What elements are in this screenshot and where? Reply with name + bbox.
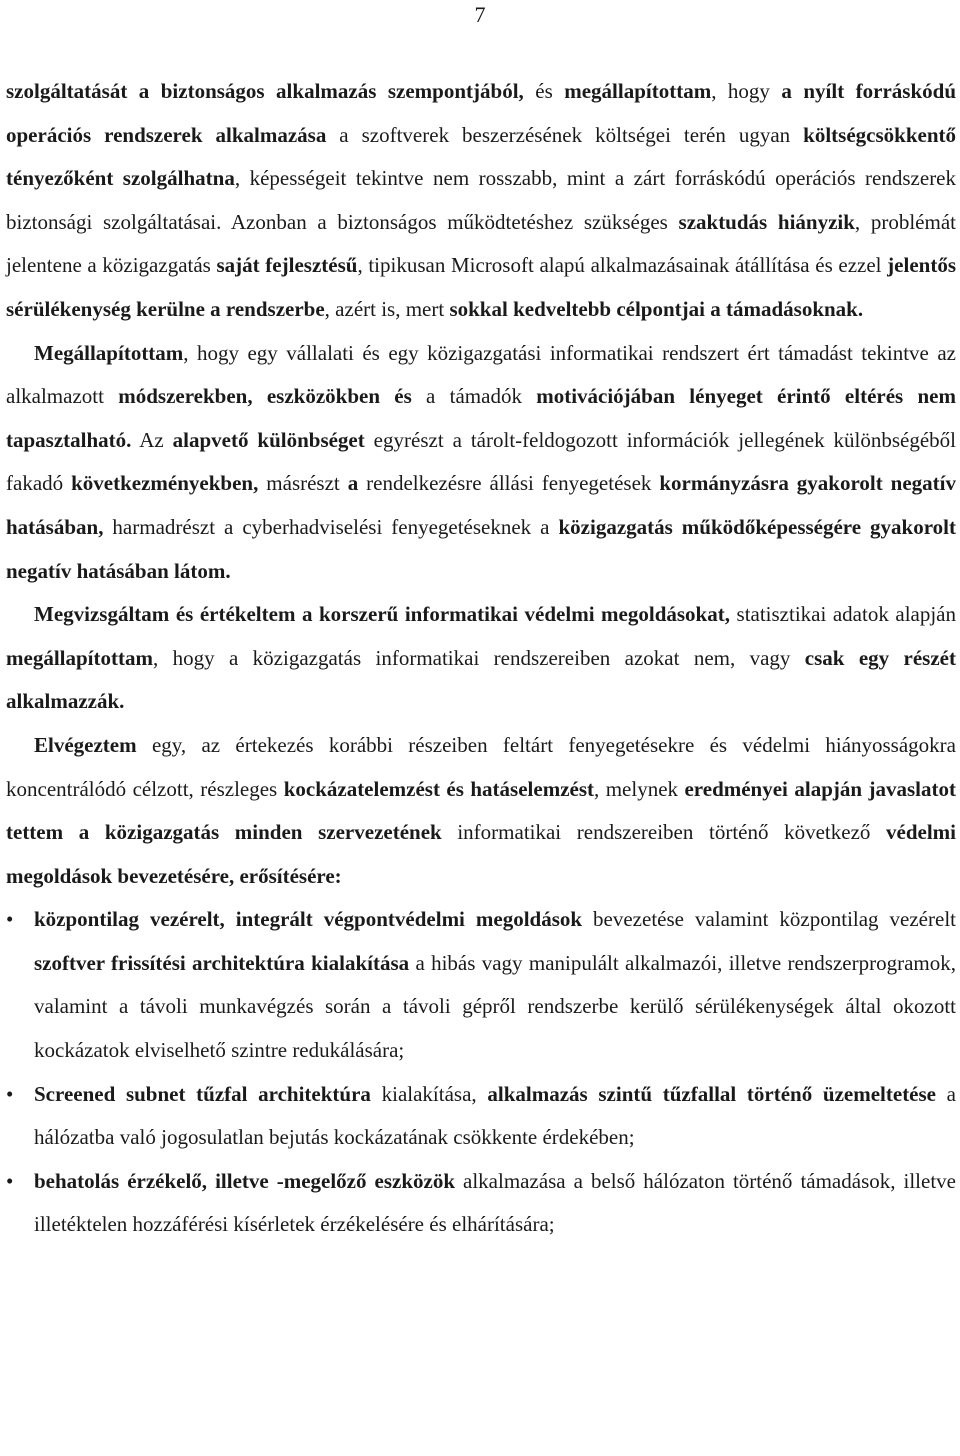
- bold-text-run: Megvizsgáltam és értékeltem a korszerű informatikai védelmi megoldásokat,: [34, 602, 730, 627]
- bold-text-run: központilag vezérelt, integrált végpontvédelmi megoldások: [34, 907, 583, 932]
- text-run: , hogy egy vállalati és egy közigazgatási informatikai rendszert ért támadást tekintve az alkalmazott: [6, 340, 956, 409]
- bold-text-run: Megállapítottam: [34, 340, 184, 365]
- bold-text-run: Elvégeztem: [34, 732, 137, 757]
- text-run: egy, az értekezés korábbi részeiben feltárt fenyegetésekre és védelmi hiányosságokra koncentrálódó célzott, részleges: [6, 732, 956, 801]
- bullet-list: [6, 898, 956, 1247]
- bullet-icon: •: [6, 1168, 14, 1193]
- bold-text-run: következményekben,: [71, 471, 259, 496]
- bold-text-run: Screened subnet tűzfal architektúra: [34, 1081, 371, 1106]
- text-run: kialakítása,: [370, 1081, 488, 1106]
- bold-text-run: szoftver frissítési architektúra kialakítása: [34, 950, 410, 975]
- paragraph: [6, 70, 956, 332]
- bold-text-run: csak egy részét alkalmazzák.: [6, 645, 956, 714]
- text-run: , tipikusan Microsoft alapú alkalmazásainak átállítása és ezzel: [357, 253, 888, 278]
- document-body: [6, 70, 956, 1247]
- bold-text-run: a: [347, 471, 359, 496]
- text-run: másrészt: [258, 471, 348, 496]
- bold-text-run: motivációjában lényeget érintő eltérés nem tapasztalható.: [6, 384, 956, 452]
- text-run: a hálózatba való jogosulatlan bejutás kockázatának csökkente érdekében;: [34, 1081, 957, 1150]
- bold-text-run: alkalmazás szintű tűzfallal történő üzemeltetése: [487, 1081, 936, 1106]
- bold-text-run: kockázatelemzést és hatáselemzést: [283, 776, 594, 801]
- text-run: , problémát jelentene a közigazgatás: [6, 209, 956, 278]
- text-run: , képességeit tekintve nem rosszabb, mint a zárt forráskódú operációs rendszerek biztonsági szolgáltatásai. Azonban a biztonságos működtetéshez szükséges: [6, 166, 957, 234]
- text-run: harmadrészt a cyberhadviselési fenyegetéseknek a: [103, 514, 559, 539]
- bold-text-run: közigazgatás működőképességére gyakorolt negatív hatásában látom.: [6, 514, 956, 583]
- list-item: [6, 898, 956, 1072]
- bold-text-run: kormányzásra gyakorolt negatív hatásában,: [6, 471, 956, 539]
- text-run: és: [523, 79, 565, 103]
- bold-text-run: alapvető különbséget: [172, 427, 365, 452]
- paragraph-list: [6, 70, 956, 898]
- text-run: Az: [131, 427, 173, 452]
- text-run: statisztikai adatok alapján: [729, 602, 956, 627]
- bold-text-run: szolgáltatását a biztonságos alkalmazás szempontjából,: [6, 79, 524, 103]
- bullet-icon: •: [6, 1081, 14, 1106]
- text-run: egyrészt a tárolt-feldogozott információk jellegének különbségéből fakadó: [6, 427, 956, 496]
- bold-text-run: sokkal kedveltebb célpontjai a támadásoknak.: [449, 296, 864, 321]
- page-number: 7: [474, 2, 486, 27]
- text-run: a hibás vagy manipulált alkalmazói, illetve rendszerprogramok, valamint a távoli munkavégzés során a távoli gépről rendszerbe kerülő sérülékenységek által okozott kockázatok elviselhető szintre redukálására;: [34, 950, 956, 1063]
- paragraph: [6, 332, 956, 594]
- bold-text-run: eredményei alapján javaslatot tettem a közigazgatás minden szervezetének: [6, 776, 956, 845]
- text-run: a támadók: [411, 384, 537, 409]
- text-run: , azért is, mert: [324, 296, 450, 321]
- paragraph: [6, 593, 956, 724]
- bold-text-run: megállapítottam: [564, 79, 712, 103]
- text-run: rendelkezésre állási fenyegetések: [358, 471, 660, 496]
- text-run: , melynek: [594, 776, 685, 801]
- list-item: [6, 1073, 956, 1160]
- bold-text-run: védelmi megoldások bevezetésére, erősítésére:: [6, 820, 956, 888]
- bold-text-run: módszerekben, eszközökben és: [118, 384, 412, 409]
- bold-text-run: jelentős sérülékenység kerülne a rendszerbe: [6, 253, 956, 321]
- bold-text-run: költségcsökkentő tényezőként szolgálhatna: [6, 122, 957, 191]
- text-run: a szoftverek beszerzésének költségei terén ugyan: [326, 122, 804, 147]
- bullet-icon: •: [6, 907, 14, 932]
- text-run: bevezetése valamint központilag vezérelt: [582, 907, 956, 932]
- bold-text-run: saját fejlesztésű: [216, 253, 358, 278]
- bold-text-run: szaktudás hiányzik: [678, 209, 855, 234]
- text-run: , hogy: [711, 79, 782, 103]
- bold-text-run: megállapítottam: [6, 645, 153, 670]
- text-run: alkalmazása a belső hálózaton történő támadások, illetve illetéktelen hozzáférési kísérletek érzékelésére és elhárítására;: [34, 1168, 956, 1237]
- text-run: informatikai rendszereiben történő következő: [441, 820, 887, 845]
- paragraph: [6, 724, 956, 898]
- bold-text-run: behatolás érzékelő, illetve -megelőző eszközök: [34, 1168, 456, 1193]
- text-run: , hogy a közigazgatás informatikai rendszereiben azokat nem, vagy: [152, 645, 805, 670]
- bold-text-run: a nyílt forráskódú operációs rendszerek alkalmazása: [6, 79, 957, 147]
- list-item: [6, 1160, 956, 1247]
